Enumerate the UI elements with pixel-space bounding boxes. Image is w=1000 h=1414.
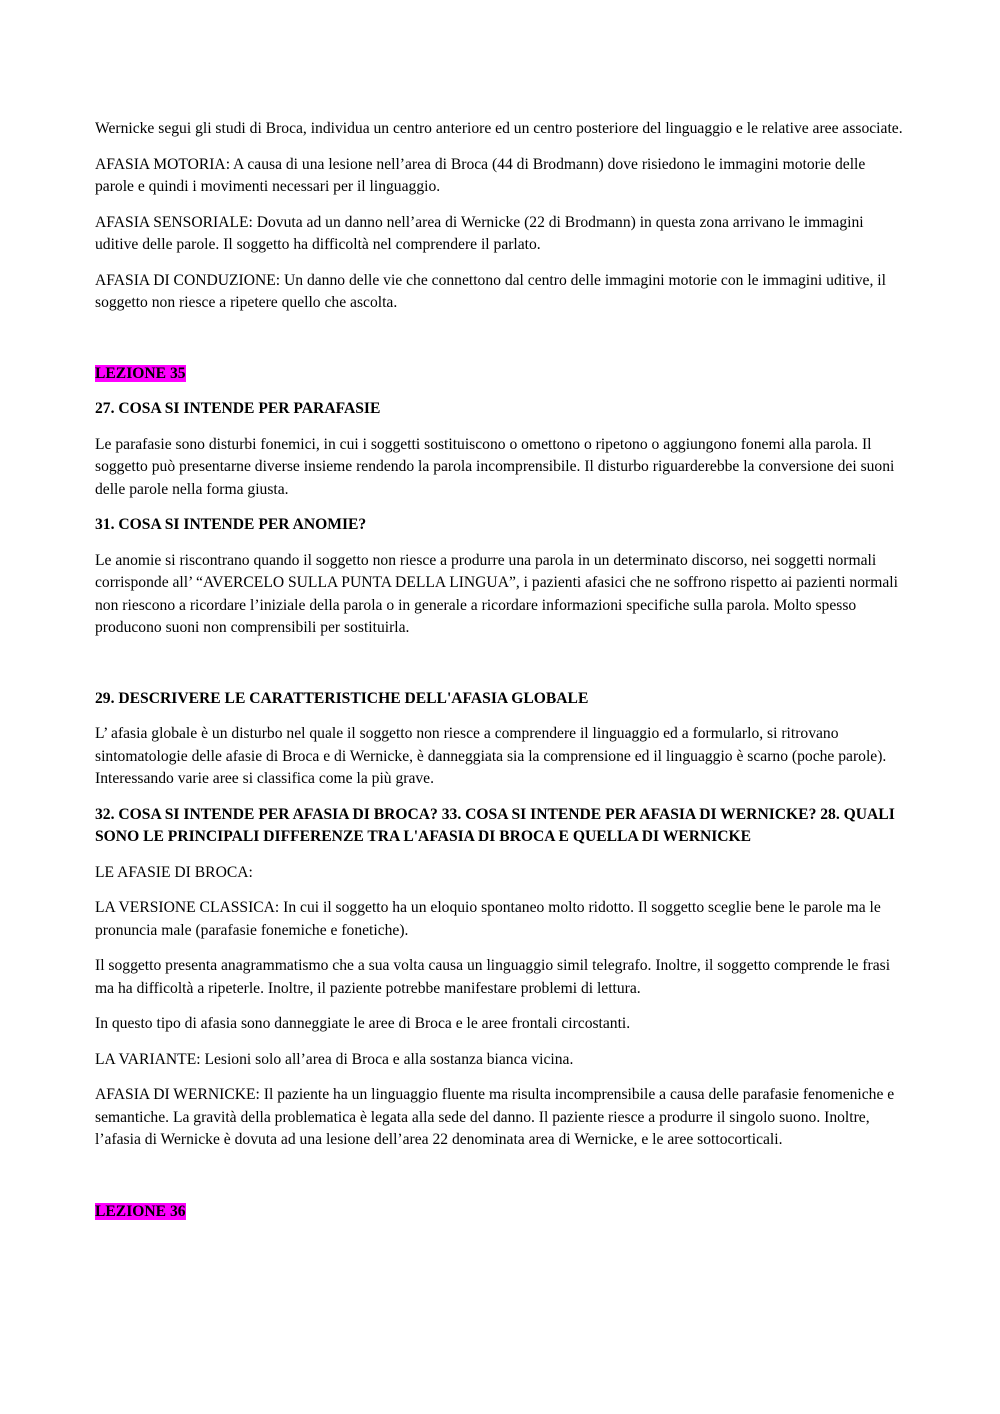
paragraph-afasia-sensoriale: AFASIA SENSORIALE: Dovuta ad un danno nell’area di Wernicke (22 di Brodmann) in questa zona arrivano le immagini uditive delle parole. Il soggetto ha difficoltà nel comprendere il parlato. (95, 213, 864, 253)
spacer (95, 1165, 907, 1201)
paragraph-afasie-di-broca: LE AFASIE DI BROCA: (95, 863, 253, 881)
lesson-35-highlight: LEZIONE 35 (95, 364, 186, 382)
paragraph-afasia-wernicke: AFASIA DI WERNICKE: Il paziente ha un linguaggio fluente ma risulta incomprensibile a causa delle parafasie fenomeniche e semantiche. La gravità della problematica è legata alla sede del danno. Il paziente riesce a produrre il singolo suono. Inoltre, l’afasia di Wernicke è dovuta ad una lesione dell’area 22 denominata area di Wernicke, e le aree sottocorticali. (95, 1086, 895, 1149)
paragraph-aree-danneggiate: In questo tipo di afasia sono danneggiate le aree di Broca e le aree frontali circostanti. (95, 1015, 631, 1033)
lesson-36-label (95, 1201, 907, 1223)
paragraph-afasia-motoria: AFASIA MOTORIA: A causa di una lesione nell’area di Broca (44 di Brodmann) dove risiedono le immagini motorie delle parole e quindi i movimenti necessari per il linguaggio. (95, 155, 866, 195)
paragraph-wernicke-intro: Wernicke segui gli studi di Broca, individua un centro anteriore ed un centro posteriore del linguaggio e le relative aree associate. (95, 120, 903, 137)
paragraph-variante: LA VARIANTE: Lesioni solo all’area di Broca e alla sostanza bianca vicina. (95, 1050, 574, 1068)
paragraph-afasia-conduzione: AFASIA DI CONDUZIONE: Un danno delle vie che connettono dal centro delle immagini motorie con le immagini uditive, il soggetto non riesce a ripetere quello che ascolta. (95, 271, 886, 311)
paragraph-afasia-globale: L’ afasia globale è un disturbo nel quale il soggetto non riesce a comprendere il linguaggio ed a formularlo, si ritrovano sintomatologie delle afasie di Broca e di Wernicke, è danneggiata sia la comprensione ed il linguaggio è scarno (poche parole). Interessando varie aree si classifica come la più grave. (95, 725, 887, 787)
paragraph-parafasie: Le parafasie sono disturbi fonemici, in cui i soggetti sostituiscono o omettono o ripetono o aggiungono fonemi alla parola. Il soggetto può presentarne diverse insieme rendendo la parola incomprensibile. Il disturbo riguarderebbe la conversione dei suoni delle parole nella forma giusta. (95, 435, 895, 498)
paragraph-anomie: Le anomie si riscontrano quando il soggetto non riesce a produrre una parola in un determinato discorso, nei soggetti normali corrisponde all’ “AVERCELO SULLA PUNTA DELLA LINGUA”, i pazienti afasici che ne soffrono rispetto ai pazienti normali non riescono a ricordare l’iniziale della parola o in generale a ricordare informazioni specifiche sulla parola. Molto spesso producono suoni non comprensibili per sostituirla. (95, 551, 898, 636)
paragraph-versione-classica: LA VERSIONE CLASSICA: In cui il soggetto ha un eloquio spontaneo molto ridotto. Il soggetto sceglie bene le parole ma le pronuncia male (parafasie fonemiche e fonetiche). (95, 899, 881, 939)
spacer (95, 328, 907, 363)
lesson-35-label (95, 363, 907, 385)
heading-broca-wernicke: 32. COSA SI INTENDE PER AFASIA DI BROCA? 33. COSA SI INTENDE PER AFASIA DI WERNICKE? 28. QUALI SONO LE PRINCIPALI DIFFERENZE TRA L'AFASIA DI BROCA E QUELLA DI WERNICKE (95, 805, 895, 845)
heading-anomie: 31. COSA SI INTENDE PER ANOMIE? (95, 516, 367, 534)
lesson-36-highlight: LEZIONE 36 (95, 1202, 186, 1220)
heading-parafasie: 27. COSA SI INTENDE PER PARAFASIE (95, 400, 381, 418)
paragraph-anagrammatismo: Il soggetto presenta anagrammatismo che a sua volta causa un linguaggio simil telegrafo. Inoltre, il soggetto comprende le frasi ma ha difficoltà a ripeterle. Inoltre, il paziente potrebbe manifestare problemi di lettura. (95, 957, 891, 997)
document-page (95, 118, 907, 1236)
heading-afasia-globale: 29. DESCRIVERE LE CARATTERISTICHE DELL'AFASIA GLOBALE (95, 689, 589, 707)
spacer (95, 653, 907, 688)
